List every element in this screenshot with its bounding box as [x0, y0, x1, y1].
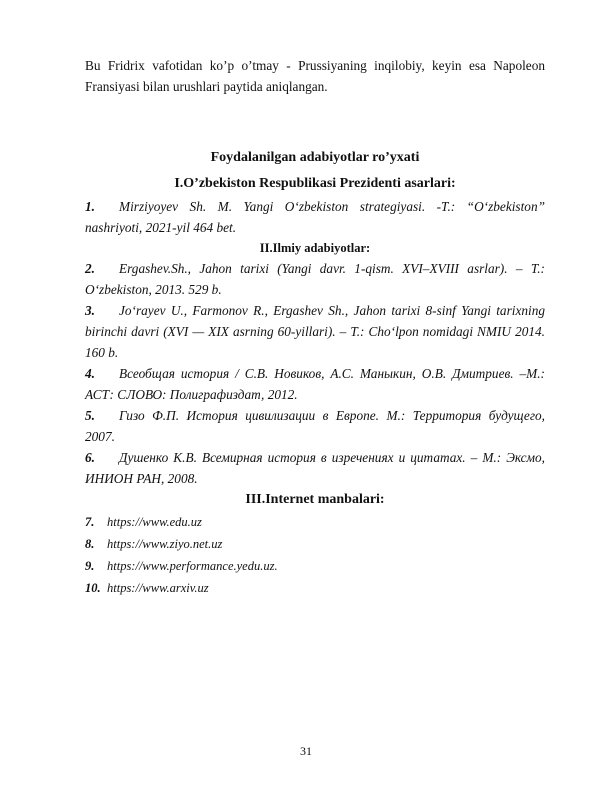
reference-2-line-1: 2. Ergashev.Sh., Jahon tarixi (Yangi davr. 1-qism. XVI–XVIII asrlar). – T.: — [85, 258, 545, 279]
section-internet-sources: III.Internet manbalari: — [245, 492, 385, 507]
section-president-works: I.O’zbekiston Respublikasi Prezidenti asarlari: — [174, 176, 456, 191]
reference-number: 2. — [85, 261, 95, 276]
url-item-8[interactable] — [85, 533, 545, 555]
intro-line-2: Fransiyasi bilan urushlari paytida aniqlangan. — [85, 79, 328, 94]
url-link[interactable]: https://www.edu.uz — [107, 515, 202, 529]
reference-3-line-2: birinchi davri (XVI — XIX asrning 60-yillari). – T.: Cho‘lpon nomidagi NMIU 2014. — [85, 324, 545, 339]
bibliography-title: Foydalanilgan adabiyotlar ro’yxati — [210, 150, 420, 165]
reference-number: 9. — [85, 559, 95, 573]
reference-number: 7. — [85, 515, 95, 529]
page-number: 31 — [300, 744, 312, 758]
document-page — [85, 55, 545, 599]
reference-number: 1. — [85, 199, 95, 214]
url-item-7[interactable] — [85, 511, 545, 533]
intro-line-1: Bu Fridrix vafotidan ko’p o’tmay - Prussiyaning inqilobiy, keyin esa Napoleon — [85, 58, 545, 73]
reference-number: 3. — [85, 303, 95, 318]
reference-6-line-2: ИНИОН РАН, 2008. — [85, 471, 198, 486]
reference-3-line-1: 3. Jo‘rayev U., Farmonov R., Ergashev Sh., Jahon tarixi 8-sinf Yangi tarixning — [85, 300, 545, 321]
reference-number: 10. — [85, 581, 101, 595]
section-scientific-literature: II.Ilmiy adabiyotlar: — [259, 241, 371, 255]
reference-5-line-2: 2007. — [85, 429, 115, 444]
reference-2-line-2: O‘zbekiston, 2013. 529 b. — [85, 282, 222, 297]
url-link[interactable]: https://www.arxiv.uz — [107, 581, 209, 595]
reference-1-line-2: nashriyoti, 2021-yil 464 bet. — [85, 220, 237, 235]
reference-6-line-1: 6. Душенко К.В. Всемирная история в изречениях и цитатах. – М.: Эксмо, — [85, 447, 545, 468]
url-item-9[interactable] — [85, 555, 545, 577]
reference-number: 8. — [85, 537, 95, 551]
reference-3-line-3: 160 b. — [85, 345, 119, 360]
reference-number: 5. — [85, 408, 95, 423]
url-link[interactable]: https://www.performance.yedu.uz. — [107, 559, 278, 573]
url-link[interactable]: https://www.ziyo.net.uz — [107, 537, 223, 551]
url-item-10[interactable] — [85, 577, 545, 599]
reference-number: 6. — [85, 450, 95, 465]
reference-4-line-2: АСТ: СЛОВО: Полиграфиздат, 2012. — [85, 387, 298, 402]
reference-4-line-1: 4. Всеобщая история / С.В. Новиков, А.С. Маныкин, О.В. Дмитриев. –М.: — [85, 363, 545, 384]
reference-1-line-1: 1. Mirziyoyev Sh. M. Yangi O‘zbekiston strategiyasi. -T.: “O‘zbekiston” — [85, 196, 545, 217]
reference-number: 4. — [85, 366, 95, 381]
reference-5-line-1: 5. Гизо Ф.П. История цивилизации в Европе. М.: Территория будущего, — [85, 405, 545, 426]
